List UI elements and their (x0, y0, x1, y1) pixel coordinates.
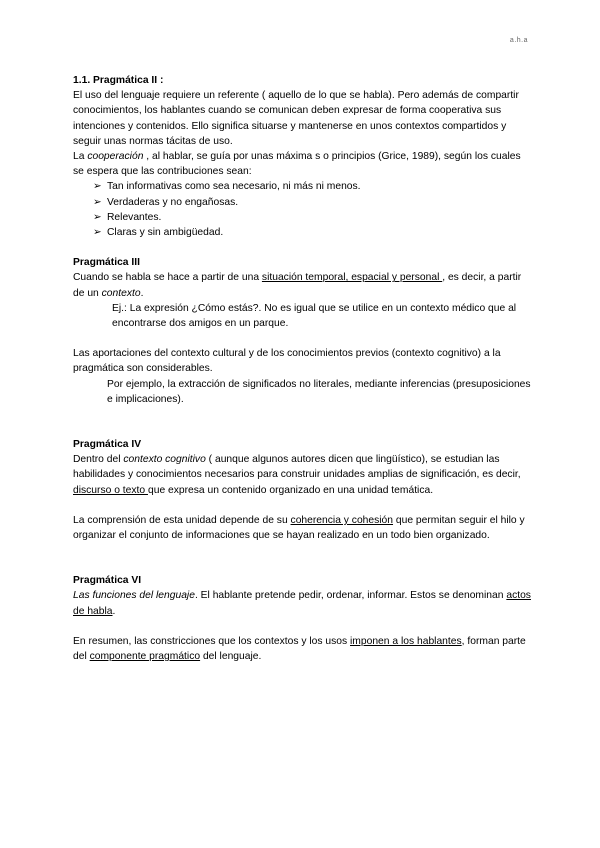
underlined-discurso: discurso o texto (73, 484, 148, 496)
list-item (93, 225, 533, 240)
list-item (93, 210, 533, 225)
paragraph-contexto-cognitivo (73, 452, 533, 498)
text-run: La (73, 151, 88, 163)
underlined-componente: componente pragmático (89, 651, 201, 663)
emphasis-contexto: contexto (101, 287, 141, 299)
list-item-text: Tan informativas como sea necesario, ni más ni menos. (107, 181, 361, 193)
text-run: que expresa un contenido organizado en una unidad temática. (147, 484, 434, 496)
list-item-text: Verdaderas y no engañosas. (107, 196, 239, 208)
arrow-bullet-icon: ➢ (93, 196, 102, 208)
emphasis-contexto-cognitivo: contexto cognitivo (123, 454, 206, 466)
text-run: del lenguaje. (200, 651, 262, 663)
paragraph-cooperacion (73, 149, 533, 179)
paragraph-contexto (73, 270, 533, 300)
list-item-text: Claras y sin ambigüedad. (107, 227, 224, 239)
paragraph-uso-lenguaje: El uso del lenguaje requiere un referente ( aquello de lo que se habla). Pero además de compartir conocimientos, los hablantes cuando se comunican deben expresar de forma cooperativa sus intenciones y contenidos. Ello significa situarse y mantenerse en unos contextos compartidos y seguir unas normas tácitas de uso. (73, 90, 519, 147)
text-run: que permitan seguir el hilo y organizar el conjunto de informaciones que se hayan realizado en un todo bien organizado. (73, 514, 525, 542)
section-title-pragmatica-iv: Pragmática IV (73, 439, 142, 451)
list-item-text: Relevantes. (107, 211, 162, 223)
section-title-pragmatica-iii: Pragmática III (73, 257, 140, 269)
emphasis-cooperacion: cooperación (87, 151, 144, 163)
example-paragraph: Ej.: La expresión ¿Cómo estás?. No es igual que se utilice en un contexto médico que al encontrarse dos amigos en un parque. (112, 302, 517, 330)
underlined-actos-habla: actos de habla (73, 590, 531, 617)
document-body (73, 73, 533, 664)
underlined-situacion: situación temporal, espacial y personal (261, 272, 443, 284)
maxims-list (73, 179, 533, 240)
text-run: . (140, 287, 144, 299)
text-run: ( aunque algunos autores dicen que lingüístico), se estudian las habilidades y conocimientos necesarios para construir unidades amplias de significación, es decir, (73, 454, 521, 481)
text-run: Dentro del (73, 454, 124, 466)
paragraph-resumen (73, 634, 533, 664)
arrow-bullet-icon: ➢ (93, 227, 102, 239)
arrow-bullet-icon: ➢ (93, 211, 102, 223)
text-run: , es decir, a partir de un (73, 272, 522, 299)
arrow-bullet-icon: ➢ (93, 181, 102, 193)
text-run: . El hablante pretende pedir, ordenar, informar. Estos se denominan (194, 590, 507, 602)
paragraph-aportaciones: Las aportaciones del contexto cultural y de los conocimientos previos (contexto cognitivo) a la pragmática son considerables. (73, 348, 501, 375)
text-run: , al hablar, se guía por unas máxima s o principios (Grice, 1989), según los cuales se espera que las contribuciones sean: (73, 151, 521, 178)
underlined-coherencia: coherencia y cohesión (290, 514, 394, 526)
emphasis-funciones: Las funciones del lenguaje (73, 590, 195, 602)
list-item (93, 195, 533, 210)
paragraph-por-ejemplo: Por ejemplo, la extracción de significados no literales, mediante inferencias (presuposiciones e implicaciones). (107, 378, 531, 405)
text-run: La comprensión de esta unidad depende de su (73, 514, 291, 526)
text-run: . (112, 605, 116, 617)
section-title-pragmatica-ii: 1.1. Pragmática II : (73, 75, 164, 86)
section-title-pragmatica-vi: Pragmática VI (73, 575, 142, 587)
text-run: En resumen, las constricciones que los contextos y los usos (73, 635, 351, 647)
list-item (93, 179, 533, 194)
text-run: Cuando se habla se hace a partir de una (73, 272, 262, 284)
text-run: , forman parte del (73, 635, 526, 663)
header-mark: a.h.a (509, 37, 528, 44)
paragraph-comprension (73, 513, 533, 543)
underlined-imponen: imponen a los hablantes (350, 635, 462, 647)
paragraph-funciones (73, 588, 533, 618)
